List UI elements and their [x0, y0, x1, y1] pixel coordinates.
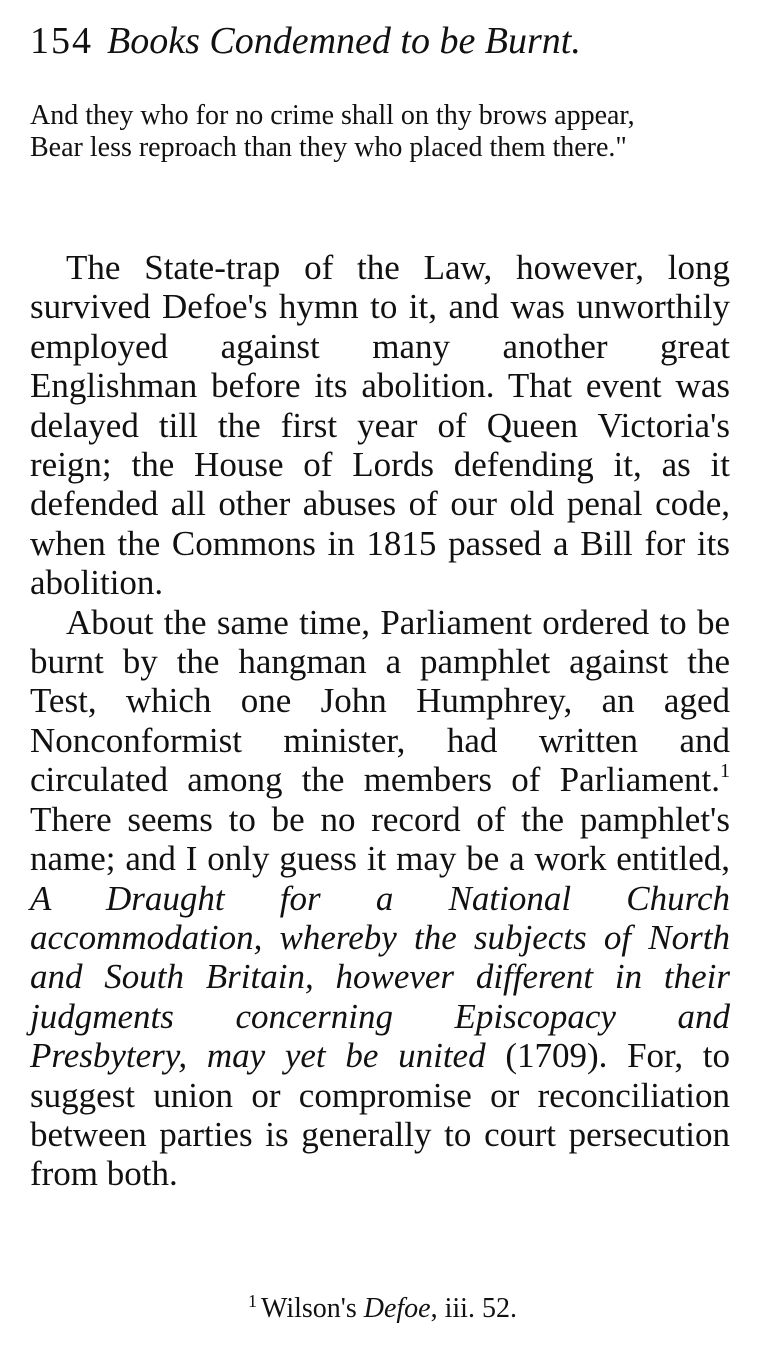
paragraph — [30, 603, 730, 1194]
paragraph-text: About the same time, Parliament ordered to be burnt by the hangman a pamphlet against the Test, which one John Humphrey, an aged Nonconformist minister, had written and circulated among the members of Parliament. — [30, 602, 730, 800]
running-title: Books Condemned to be Burnt. — [107, 20, 581, 62]
page-number: 154 — [30, 20, 93, 62]
verse-line: And they who for no crime shall on thy brows appear, — [30, 100, 635, 131]
verse-quotation — [30, 100, 730, 164]
body-text — [30, 248, 730, 1194]
footnote-suffix: , iii. 52. — [430, 1293, 517, 1324]
paragraph-text: (1709). For, to suggest union or compromise or reconciliation between parties is generally to court persecution from both. — [30, 1036, 730, 1194]
footnote-prefix: Wilson's — [261, 1293, 364, 1324]
running-head — [30, 16, 750, 66]
footnote-reference: 1 — [720, 760, 730, 783]
paragraph: The State-trap of the Law, however, long survived Defoe's hymn to it, and was unworthily employed against many another great Englishman before its abolition. That event was delayed till the first year of Queen Victoria's reign; the House of Lords defending it, as it defended all other abuses of our old penal code, when the Commons in 1815 passed a Bill for its abolition. — [30, 248, 730, 603]
footnote — [0, 1292, 765, 1326]
paragraph-text: There seems to be no record of the pamphlet's name; and I only guess it may be a work entitled, — [30, 799, 730, 879]
book-title: A Draught for a National Church accommodation, whereby the subjects of North and South Britain, however different in their judgments concerning Episcopacy and Presbytery, may yet be united — [30, 878, 730, 1076]
verse-line: Bear less reproach than they who placed them there." — [30, 132, 627, 163]
footnote-work: Defoe — [363, 1293, 431, 1324]
footnote-mark: 1 — [248, 1291, 258, 1311]
